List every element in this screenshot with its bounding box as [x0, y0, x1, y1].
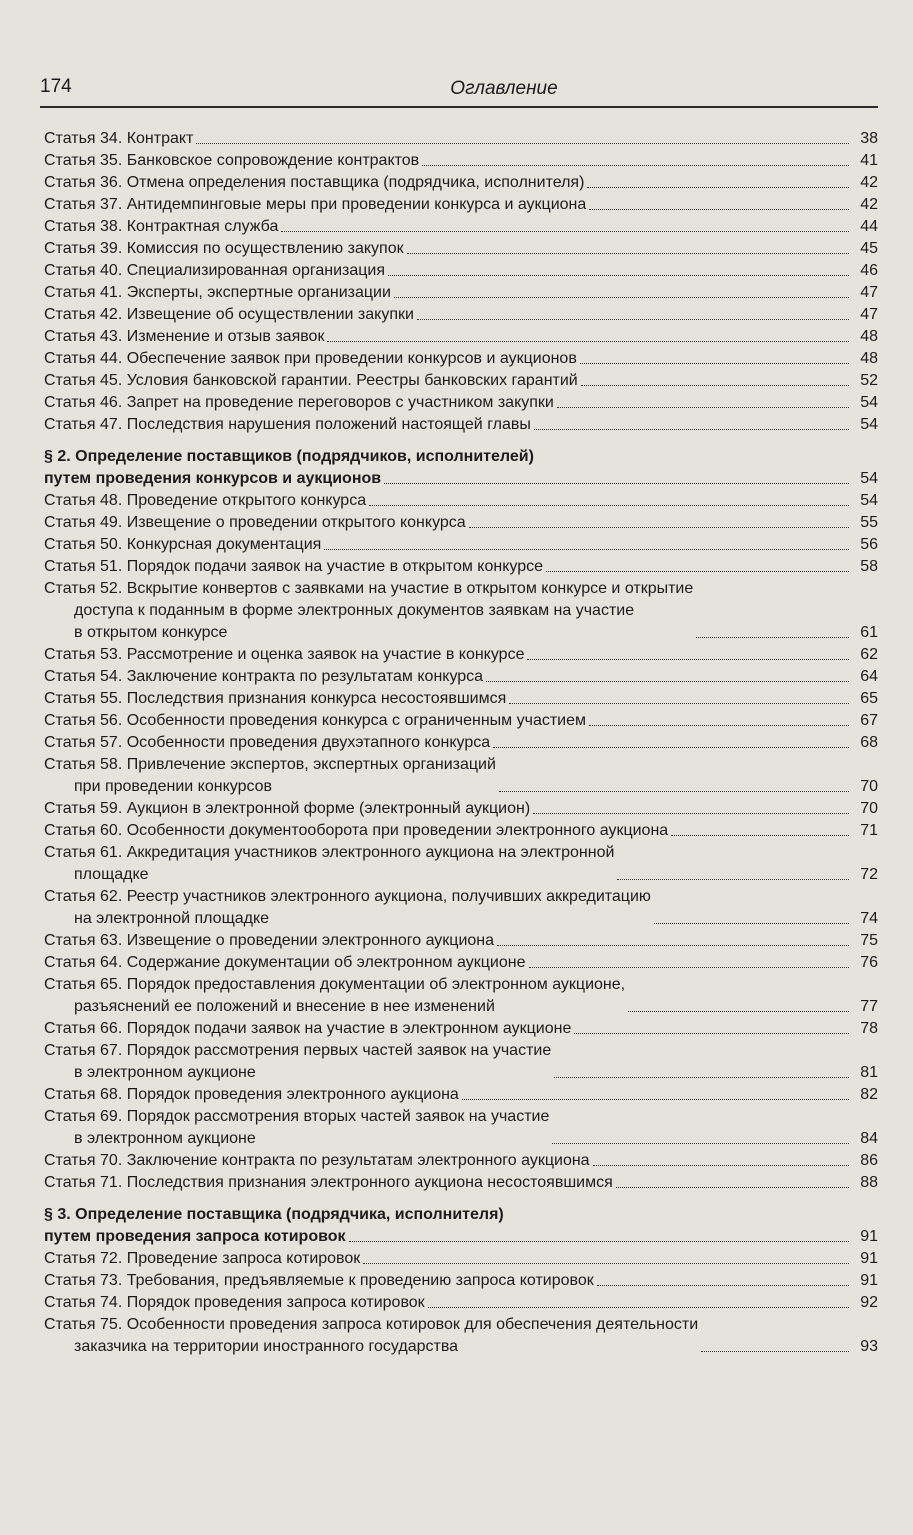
- page-ref: 54: [860, 470, 878, 487]
- toc-entry: [44, 348, 878, 370]
- entry-title: [44, 282, 391, 304]
- section-title-line: путем проведения конкурсов и аукционов: [44, 470, 382, 487]
- page-ref: 64: [860, 668, 878, 685]
- toc-entry: [44, 1150, 878, 1172]
- page-ref: 86: [860, 1152, 878, 1169]
- entry-title-line: Статья 74. Порядок проведения запроса котировок: [44, 1294, 425, 1311]
- section-title-line: § 3. Определение поставщика (подрядчика, исполнителя): [44, 1206, 504, 1223]
- toc-entry: [44, 1226, 878, 1248]
- toc-entry: [44, 370, 878, 392]
- toc-entry: [44, 1292, 878, 1314]
- entry-title-line: доступа к поданным в форме электронных документов заявкам на участие: [74, 602, 635, 619]
- dot-leader: [616, 1187, 849, 1188]
- dot-leader: [509, 703, 849, 704]
- entry-title: [44, 1040, 551, 1084]
- page-ref: 46: [860, 262, 878, 279]
- entry-title: [44, 216, 278, 238]
- page-ref: 44: [860, 218, 878, 235]
- toc-entry: [44, 128, 878, 150]
- page-ref: 70: [860, 800, 878, 817]
- toc-entry: [44, 578, 878, 644]
- entry-title: [44, 688, 506, 710]
- entry-title: [44, 260, 385, 282]
- entry-title-line: Статья 39. Комиссия по осуществлению закупок: [44, 240, 404, 257]
- toc-entry: [44, 490, 878, 512]
- entry-title-line: Статья 59. Аукцион в электронной форме (электронный аукцион): [44, 800, 531, 817]
- dot-leader: [469, 527, 849, 528]
- entry-title: [44, 710, 586, 732]
- entry-title-line: Статья 49. Извещение о проведении открытого конкурса: [44, 514, 466, 531]
- dot-leader: [589, 725, 849, 726]
- entry-title: [44, 150, 419, 172]
- page-ref: 56: [860, 536, 878, 553]
- entry-title-line: Статья 42. Извещение об осуществлении закупки: [44, 306, 414, 323]
- page-ref: 91: [860, 1250, 878, 1267]
- entry-title-line: Статья 35. Банковское сопровождение контрактов: [44, 152, 420, 169]
- entry-title-line: Статья 37. Антидемпинговые меры при проведении конкурса и аукциона: [44, 196, 587, 213]
- toc-entry: [44, 304, 878, 326]
- page-ref: 54: [860, 416, 878, 433]
- entry-title-line: Статья 46. Запрет на проведение переговоров с участником закупки: [44, 394, 554, 411]
- page-ref: 70: [860, 778, 878, 795]
- entry-title-line: Статья 51. Порядок подачи заявок на участие в открытом конкурсе: [44, 558, 543, 575]
- dot-leader: [701, 1351, 849, 1352]
- toc-entry: [44, 556, 878, 578]
- page-ref: 61: [860, 624, 878, 641]
- entry-title-line: Статья 73. Требования, предъявляемые к проведению запроса котировок: [44, 1272, 594, 1289]
- entry-title: [44, 348, 577, 370]
- entry-title-line: Статья 68. Порядок проведения электронного аукциона: [44, 1086, 459, 1103]
- page-ref: 88: [860, 1174, 878, 1191]
- toc-entry: [44, 172, 878, 194]
- entry-title-line: Статья 50. Конкурсная документация: [44, 536, 322, 553]
- page-ref: 62: [860, 646, 878, 663]
- dot-leader: [617, 879, 849, 880]
- entry-title-line: на электронной площадке: [74, 910, 270, 927]
- page-ref: 67: [860, 712, 878, 729]
- dot-leader: [394, 297, 849, 298]
- toc-entry: [44, 1248, 878, 1270]
- entry-title-line: площадке: [74, 866, 149, 883]
- entry-title-line: Статья 65. Порядок предоставления документации об электронном аукционе,: [44, 976, 626, 993]
- page-ref: 52: [860, 372, 878, 389]
- entry-title: [44, 886, 651, 930]
- entry-title: [44, 414, 531, 436]
- toc-entry: [44, 512, 878, 534]
- section-title-line: путем проведения запроса котировок: [44, 1228, 346, 1245]
- dot-leader: [654, 923, 849, 924]
- dot-leader: [529, 967, 850, 968]
- toc-entry: [44, 392, 878, 414]
- dot-leader: [462, 1099, 849, 1100]
- entry-title-line: Статья 69. Порядок рассмотрения вторых частей заявок на участие: [44, 1108, 550, 1125]
- dot-leader: [587, 187, 849, 188]
- page-ref: 48: [860, 350, 878, 367]
- entry-title-line: Статья 57. Особенности проведения двухэтапного конкурса: [44, 734, 491, 751]
- dot-leader: [369, 505, 849, 506]
- entry-title: [44, 304, 414, 326]
- entry-title: [44, 820, 668, 842]
- entry-title-line: в электронном аукционе: [74, 1130, 256, 1147]
- dot-leader: [428, 1307, 849, 1308]
- dot-leader: [196, 143, 849, 144]
- page-ref: 41: [860, 152, 878, 169]
- entry-title: [44, 370, 578, 392]
- page-ref: 91: [860, 1272, 878, 1289]
- entry-title-line: в открытом конкурсе: [74, 624, 228, 641]
- toc-entry: [44, 820, 878, 842]
- dot-leader: [597, 1285, 849, 1286]
- dot-leader: [557, 407, 849, 408]
- dot-leader: [497, 945, 849, 946]
- dot-leader: [554, 1077, 849, 1078]
- entry-title-line: Статья 72. Проведение запроса котировок: [44, 1250, 361, 1267]
- dot-leader: [327, 341, 849, 342]
- page-ref: 74: [860, 910, 878, 927]
- toc-entry: [44, 216, 878, 238]
- entry-title-line: Статья 61. Аккредитация участников электронного аукциона на электронной: [44, 844, 615, 861]
- page-ref: 68: [860, 734, 878, 751]
- page-ref: 82: [860, 1086, 878, 1103]
- entry-title-line: Статья 58. Привлечение экспертов, экспертных организаций: [44, 756, 496, 773]
- toc-entry: [44, 1106, 878, 1150]
- toc-entry: [44, 644, 878, 666]
- entry-title: [44, 974, 625, 1018]
- entry-title-line: Статья 47. Последствия нарушения положений настоящей главы: [44, 416, 531, 433]
- toc-entry: [44, 326, 878, 348]
- toc-entry: [44, 1172, 878, 1194]
- entry-title: [44, 238, 404, 260]
- entry-title: [44, 952, 526, 974]
- entry-title-line: Статья 41. Эксперты, экспертные организации: [44, 284, 391, 301]
- page-ref: 42: [860, 196, 878, 213]
- entry-title-line: при проведении конкурсов: [74, 778, 273, 795]
- page-ref: 71: [860, 822, 878, 839]
- toc-entry: [44, 666, 878, 688]
- section-heading-2: [44, 446, 878, 490]
- table-of-contents: [44, 128, 878, 1358]
- toc-entry: [44, 238, 878, 260]
- entry-title-line: Статья 38. Контрактная служба: [44, 218, 279, 235]
- dot-leader: [363, 1263, 849, 1264]
- entry-title-line: Статья 62. Реестр участников электронного аукциона, получивших аккредитацию: [44, 888, 651, 905]
- entry-title: [44, 172, 584, 194]
- toc-entry: [44, 754, 878, 798]
- entry-title-line: Статья 40. Специализированная организация: [44, 262, 386, 279]
- dot-leader: [493, 747, 849, 748]
- page-ref: 38: [860, 130, 878, 147]
- section-heading-3: [44, 1204, 878, 1248]
- page-ref: 84: [860, 1130, 878, 1147]
- toc-entry: [44, 282, 878, 304]
- entry-title: [44, 732, 490, 754]
- dot-leader: [407, 253, 849, 254]
- toc-entry: [44, 1018, 878, 1040]
- entry-title: [44, 1292, 425, 1314]
- entry-title: [44, 1084, 459, 1106]
- entry-title: [44, 798, 530, 820]
- page-header: [40, 72, 878, 108]
- page-ref: 93: [860, 1338, 878, 1355]
- dot-leader: [527, 659, 849, 660]
- dot-leader: [593, 1165, 849, 1166]
- dot-leader: [696, 637, 849, 638]
- entry-title: [44, 534, 321, 556]
- entry-title: [44, 1314, 698, 1358]
- entry-title: [44, 1150, 590, 1172]
- entry-title-line: Статья 34. Контракт: [44, 130, 194, 147]
- toc-entry: [44, 886, 878, 930]
- entry-title-line: Статья 53. Рассмотрение и оценка заявок на участие в конкурсе: [44, 646, 525, 663]
- dot-leader: [671, 835, 849, 836]
- dot-leader: [486, 681, 849, 682]
- entry-title-line: Статья 48. Проведение открытого конкурса: [44, 492, 367, 509]
- page-ref: 47: [860, 284, 878, 301]
- toc-entry: [44, 414, 878, 436]
- toc-entry: [44, 150, 878, 172]
- page-number: 174: [40, 76, 72, 97]
- entry-title-line: Статья 44. Обеспечение заявок при проведении конкурсов и аукционов: [44, 350, 577, 367]
- page-ref: 65: [860, 690, 878, 707]
- toc-entry: [44, 534, 878, 556]
- entry-title: [44, 556, 543, 578]
- entry-title-line: Статья 56. Особенности проведения конкурса с ограниченным участием: [44, 712, 586, 729]
- toc-block-section-3: [44, 1248, 878, 1358]
- entry-title-line: Статья 70. Заключение контракта по результатам электронного аукциона: [44, 1152, 590, 1169]
- toc-entry: [44, 468, 878, 490]
- entry-title-line: Статья 54. Заключение контракта по результатам конкурса: [44, 668, 484, 685]
- entry-title: [44, 1248, 360, 1270]
- page-ref: 54: [860, 492, 878, 509]
- entry-title: [44, 194, 586, 216]
- dot-leader: [546, 571, 849, 572]
- dot-leader: [580, 363, 849, 364]
- dot-leader: [574, 1033, 849, 1034]
- entry-title: [44, 578, 693, 644]
- dot-leader: [281, 231, 849, 232]
- page-ref: 75: [860, 932, 878, 949]
- entry-title-line: Статья 45. Условия банковской гарантии. Реестры банковских гарантий: [44, 372, 578, 389]
- toc-entry: [44, 260, 878, 282]
- toc-entry: [44, 1270, 878, 1292]
- dot-leader: [349, 1241, 849, 1242]
- entry-title-line: Статья 66. Порядок подачи заявок на участие в электронном аукционе: [44, 1020, 572, 1037]
- dot-leader: [534, 429, 849, 430]
- entry-title: [44, 392, 554, 414]
- entry-title: [44, 512, 466, 534]
- toc-entry: [44, 798, 878, 820]
- entry-title: [44, 1018, 571, 1040]
- dot-leader: [417, 319, 849, 320]
- dot-leader: [422, 165, 849, 166]
- dot-leader: [384, 483, 849, 484]
- toc-block-section-2: [44, 490, 878, 1194]
- entry-title-line: Статья 52. Вскрытие конвертов с заявками на участие в открытом конкурсе и открытие: [44, 580, 694, 597]
- page-ref: 77: [860, 998, 878, 1015]
- entry-title: [44, 644, 524, 666]
- entry-title: [44, 490, 366, 512]
- entry-title-line: Статья 63. Извещение о проведении электронного аукциона: [44, 932, 495, 949]
- entry-title-line: Статья 75. Особенности проведения запроса котировок для обеспечения деятельности: [44, 1316, 699, 1333]
- page-ref: 55: [860, 514, 878, 531]
- entry-title: [44, 666, 483, 688]
- entry-title: [44, 1270, 594, 1292]
- dot-leader: [324, 549, 849, 550]
- entry-title: [44, 326, 324, 348]
- dot-leader: [628, 1011, 849, 1012]
- toc-entry: [44, 842, 878, 886]
- dot-leader: [499, 791, 849, 792]
- dot-leader: [581, 385, 849, 386]
- entry-title-line: разъяснений ее положений и внесение в нее изменений: [74, 998, 495, 1015]
- dot-leader: [552, 1143, 849, 1144]
- entry-title-line: Статья 64. Содержание документации об электронном аукционе: [44, 954, 526, 971]
- toc-entry: [44, 710, 878, 732]
- toc-entry: [44, 732, 878, 754]
- entry-title-line: Статья 55. Последствия признания конкурса несостоявшимся: [44, 690, 507, 707]
- page-ref: 72: [860, 866, 878, 883]
- page-ref: 91: [860, 1228, 878, 1245]
- toc-entry: [44, 952, 878, 974]
- section-title-line: § 2. Определение поставщиков (подрядчиков, исполнителей): [44, 448, 534, 465]
- entry-title: [44, 128, 193, 150]
- entry-title-line: Статья 60. Особенности документооборота при проведении электронного аукциона: [44, 822, 669, 839]
- page-ref: 76: [860, 954, 878, 971]
- toc-entry: [44, 1314, 878, 1358]
- page-ref: 78: [860, 1020, 878, 1037]
- toc-block-chapter-end: [44, 128, 878, 436]
- toc-entry: [44, 1040, 878, 1084]
- page-ref: 58: [860, 558, 878, 575]
- page-ref: 81: [860, 1064, 878, 1081]
- entry-title-line: Статья 67. Порядок рассмотрения первых частей заявок на участие: [44, 1042, 552, 1059]
- dot-leader: [589, 209, 849, 210]
- entry-title: [44, 1172, 613, 1194]
- page-ref: 42: [860, 174, 878, 191]
- running-title: Оглавление: [450, 78, 558, 99]
- entry-title-line: в электронном аукционе: [74, 1064, 256, 1081]
- page-ref: 54: [860, 394, 878, 411]
- entry-title: [44, 754, 496, 798]
- toc-entry: [44, 688, 878, 710]
- entry-title-line: Статья 43. Изменение и отзыв заявок: [44, 328, 325, 345]
- page-ref: 47: [860, 306, 878, 323]
- toc-entry: [44, 194, 878, 216]
- entry-title: [44, 1106, 549, 1150]
- entry-title: [44, 842, 614, 886]
- toc-entry: [44, 974, 878, 1018]
- entry-title: [44, 930, 494, 952]
- entry-title-line: Статья 71. Последствия признания электронного аукциона несостоявшимся: [44, 1174, 613, 1191]
- toc-entry: [44, 930, 878, 952]
- dot-leader: [533, 813, 849, 814]
- dot-leader: [388, 275, 849, 276]
- page-ref: 48: [860, 328, 878, 345]
- page-ref: 92: [860, 1294, 878, 1311]
- entry-title-line: заказчика на территории иностранного государства: [74, 1338, 459, 1355]
- toc-entry: [44, 1084, 878, 1106]
- entry-title-line: Статья 36. Отмена определения поставщика (подрядчика, исполнителя): [44, 174, 585, 191]
- page-ref: 45: [860, 240, 878, 257]
